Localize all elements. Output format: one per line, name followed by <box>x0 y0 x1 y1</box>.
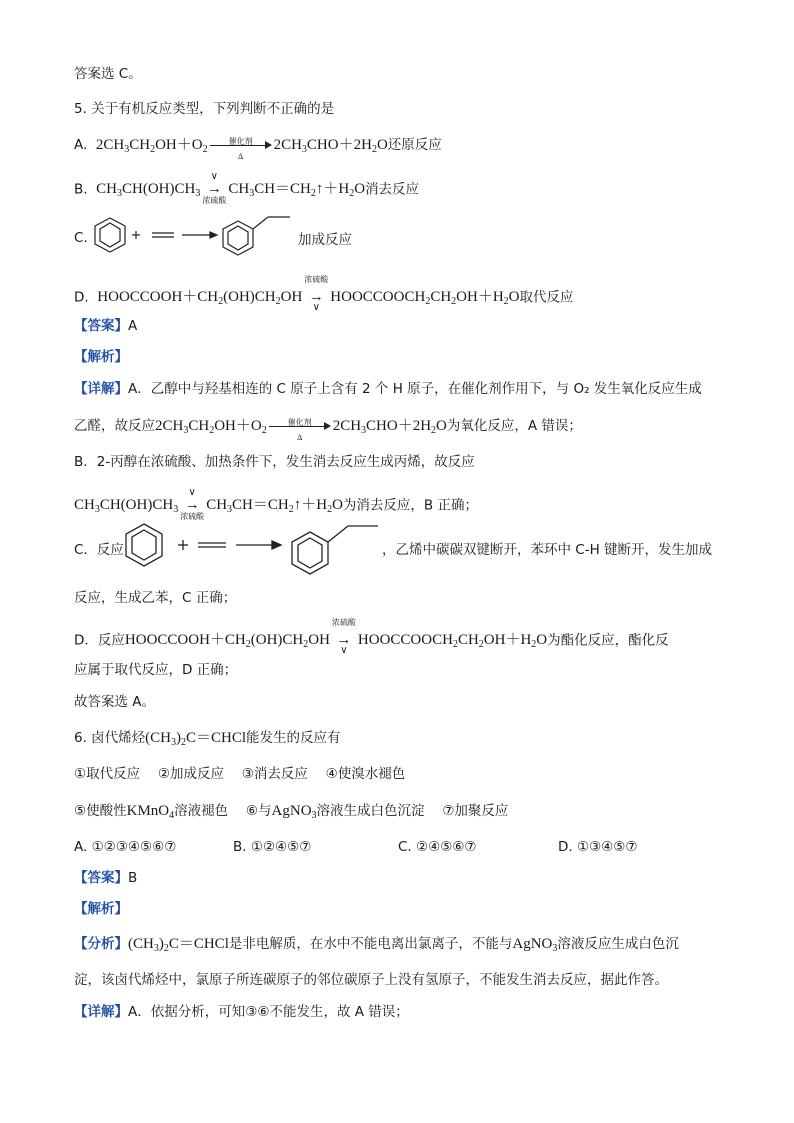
conc-label-b2: 浓硫酸 <box>180 512 205 521</box>
option-c-type-text: 加成反应 <box>298 232 352 248</box>
conc-label: 浓硫酸 <box>202 196 227 205</box>
answer-6-value: B <box>128 870 138 886</box>
q6-options-2 <box>74 801 508 821</box>
detail-c-pre: C．反应 <box>74 542 124 558</box>
detail-d-2 <box>74 660 237 680</box>
detail-a-1 <box>74 379 702 399</box>
option-d-type: 取代反应 <box>519 289 574 306</box>
answer-tag: 【答案】 <box>74 318 128 334</box>
choice-d-text: D. ①③④⑤⑦ <box>558 839 638 855</box>
detail-6-text: A．依据分析，可知③⑥不能发生，故 A 错误； <box>128 1004 409 1020</box>
answer-6 <box>74 868 137 888</box>
kmno4-formula: KMnO$_4$ <box>126 803 175 821</box>
option-c-label: C. <box>74 230 88 246</box>
choice-c-text: C. ②④⑤⑥⑦ <box>398 839 477 855</box>
q6-options-2-pre: ⑤使酸性 <box>74 803 127 819</box>
arrow-catalyst-label: 催化剂 <box>228 136 253 146</box>
q6-options-2-post: 溶液生成白色沉淀 ⑦加聚反应 <box>316 803 509 819</box>
analysis-fx-tag: 【分析】 <box>74 936 128 952</box>
analysis-6-2 <box>74 970 668 990</box>
choice-d <box>558 837 638 857</box>
analysis-6-1 <box>74 934 679 954</box>
option-a-equation: $2CH_3CH_2OH+O_2$ 催化剂 Δ $2CH_3CHO+2H_2O$ <box>96 137 388 153</box>
option-c-reaction-diagram <box>90 213 305 263</box>
question-6-post: 能发生的反应有 <box>246 730 341 746</box>
q6-options-1-text: ①取代反应 ②加成反应 ③消去反应 ④使溴水褪色 <box>74 766 406 782</box>
q6-options-2-mid: 溶液褪色 ⑥与 <box>174 803 272 819</box>
option-d <box>74 275 574 315</box>
reaction-arrow <box>210 136 272 161</box>
detail-d-post: 为酯化反应，酯化反 <box>547 632 669 649</box>
answer-5 <box>74 316 137 336</box>
detail-a-2 <box>74 416 582 442</box>
fx-formula: $(CH_3)_2C=CHCl$ <box>128 936 229 954</box>
conc-label-d2: 浓硫酸 <box>331 618 356 627</box>
fx-end: 溶液反应生成白色沉 <box>557 936 679 952</box>
detail-c-post: ，乙烯中碳碳双键断开，苯环中 C-H 键断开，发生加成 <box>382 542 713 558</box>
detail-d-1 <box>74 618 669 658</box>
analysis-tag-6 <box>74 899 128 919</box>
choice-a <box>74 837 176 857</box>
answer-line <box>74 64 142 84</box>
analysis-tag: 【解析】 <box>74 349 128 365</box>
detail-tag: 【详解】 <box>74 381 128 397</box>
option-b-equation: $CH_3CH(OH)CH_3$ ∨ → 浓硫酸 $CH_3CH=CH_2↑+H_2O$ <box>96 171 366 205</box>
q6-formula: $(CH_3)_2C=CHCl$ <box>145 730 247 748</box>
question-6 <box>74 728 341 748</box>
answer-text: 答案选 C。 <box>74 66 142 82</box>
analysis-tag-5 <box>74 347 128 367</box>
choice-a-text: A. ①②③④⑤⑥⑦ <box>74 839 177 855</box>
choice-b-text: B. ①②④⑤⑦ <box>233 839 312 855</box>
answer-value: A <box>128 318 138 334</box>
analysis-6-tag: 【解析】 <box>74 901 128 917</box>
conclusion <box>74 692 155 712</box>
detail-c-1-post <box>382 540 712 560</box>
conclusion-text: 故答案选 A。 <box>74 694 156 710</box>
answer-6-tag: 【答案】 <box>74 870 128 886</box>
heat-mark: ∨ <box>210 171 218 182</box>
question-5 <box>74 99 334 119</box>
option-b-type: 消去反应 <box>365 181 420 198</box>
detail-a2-pre: 乙醛，故反应 <box>74 418 155 434</box>
q6-options-1 <box>74 764 405 784</box>
agno3-formula: AgNO$_3$ <box>271 803 317 821</box>
detail-a-text: A．乙醇中与羟基相连的 C 原子上含有 2 个 H 原子，在催化剂作用下，与 O₂ 发生氧化反应生成 <box>128 381 702 397</box>
detail-b-1 <box>74 452 475 472</box>
detail-d-pre: D．反应 <box>74 632 125 649</box>
option-a <box>74 135 442 161</box>
fx-text: 是非电解质，在水中不能电离出氯离子，不能与 <box>228 936 513 952</box>
detail-b-text: B．2-丙醇在浓硫酸、加热条件下，发生消去反应生成丙烯，故反应 <box>74 454 475 470</box>
choice-c <box>398 837 477 857</box>
option-c <box>74 228 88 248</box>
detail-6 <box>74 1002 409 1022</box>
detail-a-equation: $2CH_3CH_2OH+O_2$ 催化剂 Δ $2CH_3CHO+2H_2O$ <box>155 418 447 434</box>
detail-b-equation: $CH_3CH(OH)CH_3$ ∨ → 浓硫酸 $CH_3CH=CH_2↑+H_2O$ <box>74 487 343 521</box>
detail-c-2 <box>74 588 236 608</box>
arrow-heat-label: Δ <box>238 151 244 161</box>
option-b-label: B. <box>74 181 88 198</box>
detail-6-tag: 【详解】 <box>74 1004 128 1020</box>
detail-c-1 <box>74 540 124 560</box>
question-5-text: 5. 关于有机反应类型，下列判断不正确的是 <box>74 101 335 117</box>
detail-d2-text: 应属于取代反应，D 正确； <box>74 662 238 678</box>
arrow-catalyst-label-2: 催化剂 <box>287 417 312 427</box>
arrow-heat-label-2: Δ <box>297 432 303 442</box>
fx-agno3: AgNO$_3$ <box>512 936 558 954</box>
detail-d-equation: $HOOCCOOH+CH_2(OH)CH_2OH$ 浓硫酸 → ∨ $HOOCCOOCH_2CH_2OH+H_2O$ <box>124 618 548 656</box>
choice-b <box>233 837 311 857</box>
question-6-pre: 6. 卤代烯烃 <box>74 730 146 746</box>
heat-mark-d: ∨ <box>312 302 320 313</box>
option-a-type: 还原反应 <box>387 137 442 153</box>
conc-arrow: ∨ → 浓硫酸 <box>203 173 225 207</box>
detail-c-reaction-diagram <box>122 518 382 582</box>
option-c-type <box>298 230 352 250</box>
option-b <box>74 173 419 207</box>
detail-c2-text: 反应，生成乙苯，C 正确； <box>74 590 237 606</box>
conc-arrow-d: 浓硫酸 → ∨ <box>305 281 327 315</box>
option-d-label: D. <box>74 289 89 306</box>
fx2-text: 淀，该卤代烯烃中，氯原子所连碳原子的邻位碳原子上没有氢原子，不能发生消去反应，据此作答。 <box>74 972 668 988</box>
option-d-equation: $HOOCCOOH+CH_2(OH)CH_2OH$ 浓硫酸 → ∨ $HOOCCOOCH_2CH_2OH+H_2O$ <box>97 275 520 313</box>
conc-label-d: 浓硫酸 <box>304 275 329 284</box>
detail-b2-post: 为消去反应，B 正确； <box>342 497 478 514</box>
detail-a2-post: 为氧化反应，A 错误； <box>446 418 582 434</box>
option-a-label: A. <box>74 137 88 153</box>
